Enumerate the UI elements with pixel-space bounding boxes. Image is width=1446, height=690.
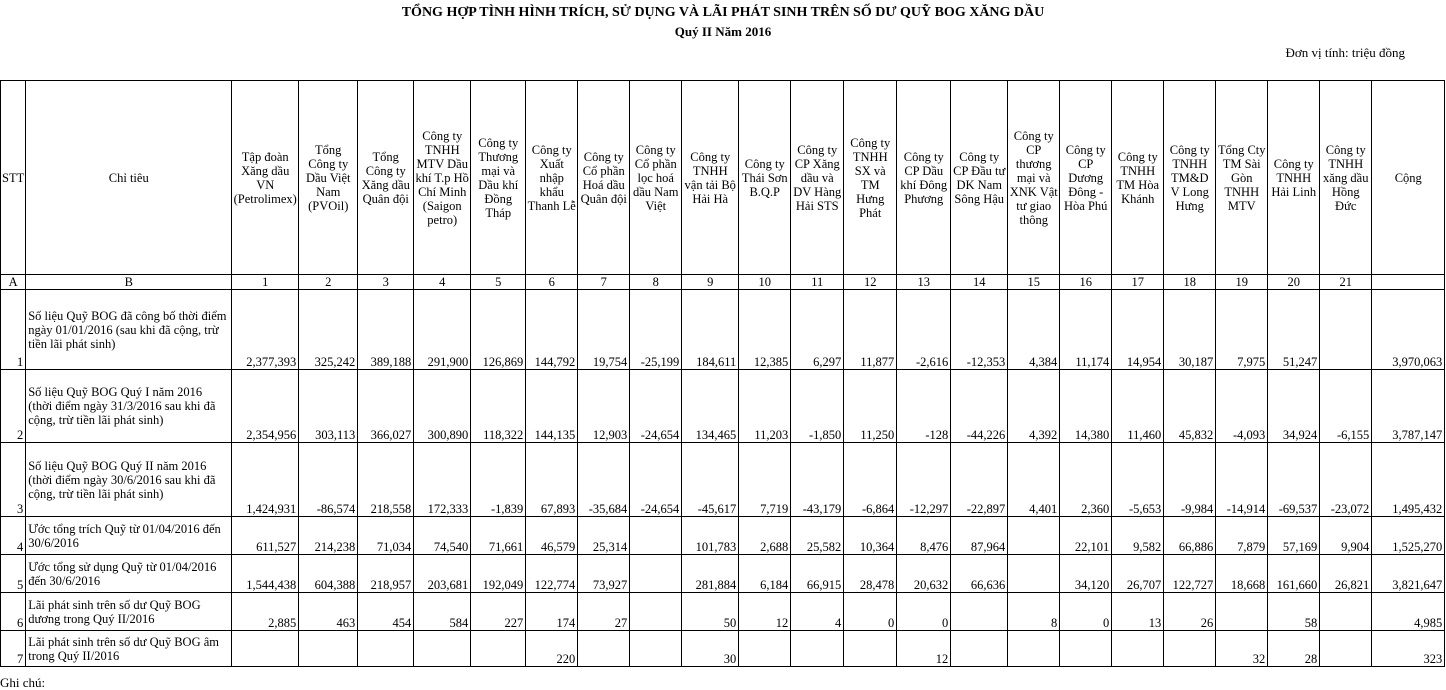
index-cell: 10: [739, 275, 791, 290]
value-cell: 184,611: [682, 290, 739, 370]
value-cell: 0: [844, 593, 897, 631]
value-cell: 18,668: [1216, 555, 1268, 593]
value-cell: 611,527: [232, 517, 299, 555]
value-cell: [630, 555, 682, 593]
header-company: Tập đoàn Xăng dầu VN (Petrolimex): [232, 81, 299, 275]
value-cell: [1008, 517, 1060, 555]
row-total-cell: 1,495,432: [1372, 443, 1445, 517]
value-cell: 11,203: [739, 370, 791, 443]
header-company: Công ty CP thương mại và XNK Vật tư giao thông: [1008, 81, 1060, 275]
header-company: Công ty CP Dầu khí Đông Phương: [897, 81, 951, 275]
value-cell: 10,364: [844, 517, 897, 555]
table-row: [1, 593, 1445, 631]
table-row: [1, 555, 1445, 593]
report-title: TỔNG HỢP TÌNH HÌNH TRÍCH, SỬ DỤNG VÀ LÃI PHÁT SINH TRÊN SỐ DƯ QUỸ BOG XĂNG DẦU: [401, 5, 1045, 20]
value-cell: [1112, 631, 1164, 667]
value-cell: 203,681: [414, 555, 471, 593]
value-cell: 218,957: [358, 555, 414, 593]
value-cell: 28,478: [844, 555, 897, 593]
index-cell: 2: [299, 275, 358, 290]
value-cell: 30: [682, 631, 739, 667]
value-cell: 12: [897, 631, 951, 667]
value-cell: 14,380: [1060, 370, 1112, 443]
row-label: Ước tổng trích Quỹ từ 01/04/2016 đến 30/6/2016: [26, 517, 232, 555]
value-cell: [791, 631, 844, 667]
value-cell: 220: [526, 631, 578, 667]
value-cell: 32: [1216, 631, 1268, 667]
value-cell: 66,636: [951, 555, 1008, 593]
value-cell: [578, 631, 630, 667]
value-cell: 144,135: [526, 370, 578, 443]
value-cell: 1,424,931: [232, 443, 299, 517]
value-cell: [951, 593, 1008, 631]
row-label: Lãi phát sinh trên số dư Quỹ BOG dương trong Quý II/2016: [26, 593, 232, 631]
value-cell: 454: [358, 593, 414, 631]
value-cell: 172,333: [414, 443, 471, 517]
value-cell: 2,354,956: [232, 370, 299, 443]
index-cell: 16: [1060, 275, 1112, 290]
value-cell: 8,476: [897, 517, 951, 555]
value-cell: 0: [897, 593, 951, 631]
bog-fund-table: [0, 80, 1445, 667]
index-cell: 5: [471, 275, 526, 290]
header-company: Công ty Xuất nhập khẩu Thanh Lễ: [526, 81, 578, 275]
header-company: Công ty Thương mại và Dầu khí Đồng Tháp: [471, 81, 526, 275]
value-cell: 2,885: [232, 593, 299, 631]
row-label: Số liệu Quỹ BOG Quý I năm 2016 (thời điểm ngày 31/3/2016 sau khi đã cộng, trừ tiền lãi phát sinh): [26, 370, 232, 443]
value-cell: [1320, 290, 1372, 370]
header-chi-tieu: Chỉ tiêu: [26, 81, 232, 275]
row-stt: 2: [1, 370, 26, 443]
value-cell: 87,964: [951, 517, 1008, 555]
header-company: Tổng Công ty Xăng dầu Quân đội: [358, 81, 414, 275]
value-cell: 7,975: [1216, 290, 1268, 370]
value-cell: 26: [1164, 593, 1216, 631]
row-total-cell: 3,821,647: [1372, 555, 1445, 593]
value-cell: 14,954: [1112, 290, 1164, 370]
value-cell: 22,101: [1060, 517, 1112, 555]
value-cell: [1320, 593, 1372, 631]
value-cell: -6,864: [844, 443, 897, 517]
value-cell: 144,792: [526, 290, 578, 370]
value-cell: 34,120: [1060, 555, 1112, 593]
value-cell: 19,754: [578, 290, 630, 370]
value-cell: -4,093: [1216, 370, 1268, 443]
table-row: [1, 517, 1445, 555]
row-label: Số liệu Quỹ BOG đã công bố thời điểm ngày 01/01/2016 (sau khi đã cộng, trừ tiền lãi phát sinh): [26, 290, 232, 370]
value-cell: 122,774: [526, 555, 578, 593]
value-cell: -12,297: [897, 443, 951, 517]
value-cell: 13: [1112, 593, 1164, 631]
value-cell: 71,034: [358, 517, 414, 555]
header-company: Công ty CP Đầu tư DK Nam Sông Hậu: [951, 81, 1008, 275]
value-cell: 161,660: [1268, 555, 1320, 593]
index-cell: 13: [897, 275, 951, 290]
value-cell: [1216, 593, 1268, 631]
header-company: Công ty TNHH vận tải Bộ Hải Hà: [682, 81, 739, 275]
value-cell: 122,727: [1164, 555, 1216, 593]
value-cell: 1,544,438: [232, 555, 299, 593]
value-cell: 2,360: [1060, 443, 1112, 517]
header-company: Công ty TNHH TM Hòa Khánh: [1112, 81, 1164, 275]
value-cell: 2,377,393: [232, 290, 299, 370]
value-cell: -1,850: [791, 370, 844, 443]
index-cell: 15: [1008, 275, 1060, 290]
value-cell: 25,582: [791, 517, 844, 555]
table-row: [1, 290, 1445, 370]
index-cell: 19: [1216, 275, 1268, 290]
value-cell: 30,187: [1164, 290, 1216, 370]
value-cell: -14,914: [1216, 443, 1268, 517]
row-total-cell: 4,985: [1372, 593, 1445, 631]
value-cell: [951, 631, 1008, 667]
value-cell: 9,582: [1112, 517, 1164, 555]
header-company: Tổng Cty TM Sài Gòn TNHH MTV: [1216, 81, 1268, 275]
value-cell: 366,027: [358, 370, 414, 443]
value-cell: 58: [1268, 593, 1320, 631]
value-cell: -43,179: [791, 443, 844, 517]
index-cell: 1: [232, 275, 299, 290]
row-label: Lãi phát sinh trên số dư Quỹ BOG âm trong Quý II/2016: [26, 631, 232, 667]
unit-label: Đơn vị tính: triệu đồng: [1285, 45, 1405, 60]
value-cell: 12: [739, 593, 791, 631]
value-cell: [630, 517, 682, 555]
value-cell: 66,915: [791, 555, 844, 593]
value-cell: 8: [1008, 593, 1060, 631]
value-cell: 51,247: [1268, 290, 1320, 370]
index-cell: 12: [844, 275, 897, 290]
value-cell: [1164, 631, 1216, 667]
value-cell: [471, 631, 526, 667]
row-stt: 1: [1, 290, 26, 370]
value-cell: [630, 631, 682, 667]
header-row: [1, 81, 1445, 275]
value-cell: 174: [526, 593, 578, 631]
value-cell: 71,661: [471, 517, 526, 555]
header-company: Công ty Thái Sơn B.Q.P: [739, 81, 791, 275]
value-cell: [1008, 631, 1060, 667]
value-cell: 101,783: [682, 517, 739, 555]
row-stt: 3: [1, 443, 26, 517]
index-cell: [1372, 275, 1445, 290]
header-company: Tổng Công ty Dầu Việt Nam (PVOil): [299, 81, 358, 275]
value-cell: 281,884: [682, 555, 739, 593]
value-cell: [358, 631, 414, 667]
value-cell: [1060, 631, 1112, 667]
value-cell: -44,226: [951, 370, 1008, 443]
value-cell: 25,314: [578, 517, 630, 555]
value-cell: 73,927: [578, 555, 630, 593]
header-company: Công ty Cổ phần lọc hoá dầu Nam Việt: [630, 81, 682, 275]
header-company: Công ty CP Dương Đông - Hòa Phú: [1060, 81, 1112, 275]
value-cell: 34,924: [1268, 370, 1320, 443]
header-company: Công ty TNHH xăng dầu Hồng Đức: [1320, 81, 1372, 275]
index-cell: 14: [951, 275, 1008, 290]
value-cell: [630, 593, 682, 631]
value-cell: 6,184: [739, 555, 791, 593]
value-cell: 192,049: [471, 555, 526, 593]
report-subtitle: Quý II Năm 2016: [674, 24, 772, 39]
index-cell: A: [1, 275, 26, 290]
value-cell: 300,890: [414, 370, 471, 443]
index-cell: 20: [1268, 275, 1320, 290]
header-company: Công ty TNHH MTV Dầu khí T.p Hồ Chí Minh (Saigon petro): [414, 81, 471, 275]
index-cell: B: [26, 275, 232, 290]
value-cell: 74,540: [414, 517, 471, 555]
value-cell: [299, 631, 358, 667]
value-cell: 463: [299, 593, 358, 631]
value-cell: 325,242: [299, 290, 358, 370]
table-row: [1, 370, 1445, 443]
value-cell: [1320, 631, 1372, 667]
value-cell: 12,385: [739, 290, 791, 370]
value-cell: 389,188: [358, 290, 414, 370]
value-cell: 4: [791, 593, 844, 631]
value-cell: 291,900: [414, 290, 471, 370]
value-cell: 11,250: [844, 370, 897, 443]
value-cell: 7,719: [739, 443, 791, 517]
row-stt: 5: [1, 555, 26, 593]
value-cell: 6,297: [791, 290, 844, 370]
row-label: Số liệu Quỹ BOG Quý II năm 2016 (thời điểm ngày 30/6/2016 sau khi đã cộng, trừ tiền lãi phát sinh): [26, 443, 232, 517]
index-cell: 8: [630, 275, 682, 290]
value-cell: -5,653: [1112, 443, 1164, 517]
value-cell: 11,460: [1112, 370, 1164, 443]
value-cell: -6,155: [1320, 370, 1372, 443]
value-cell: -45,617: [682, 443, 739, 517]
value-cell: -2,616: [897, 290, 951, 370]
value-cell: -128: [897, 370, 951, 443]
value-cell: 604,388: [299, 555, 358, 593]
value-cell: 9,904: [1320, 517, 1372, 555]
value-cell: 66,886: [1164, 517, 1216, 555]
value-cell: -35,684: [578, 443, 630, 517]
row-label: Ước tổng sử dụng Quỹ từ 01/04/2016 đến 30/6/2016: [26, 555, 232, 593]
value-cell: 45,832: [1164, 370, 1216, 443]
value-cell: 126,869: [471, 290, 526, 370]
header-total: Cộng: [1372, 81, 1445, 275]
value-cell: 218,558: [358, 443, 414, 517]
index-cell: 4: [414, 275, 471, 290]
value-cell: 118,322: [471, 370, 526, 443]
value-cell: 4,401: [1008, 443, 1060, 517]
value-cell: -1,839: [471, 443, 526, 517]
value-cell: 7,879: [1216, 517, 1268, 555]
value-cell: 67,893: [526, 443, 578, 517]
value-cell: 214,238: [299, 517, 358, 555]
value-cell: -23,072: [1320, 443, 1372, 517]
value-cell: -69,537: [1268, 443, 1320, 517]
value-cell: -25,199: [630, 290, 682, 370]
value-cell: 57,169: [1268, 517, 1320, 555]
header-company: Công ty TNHH TM&D V Long Hưng: [1164, 81, 1216, 275]
index-cell: 3: [358, 275, 414, 290]
row-total-cell: 1,525,270: [1372, 517, 1445, 555]
value-cell: -22,897: [951, 443, 1008, 517]
row-stt: 7: [1, 631, 26, 667]
value-cell: [1008, 555, 1060, 593]
header-company: Công ty CP Xăng dầu và DV Hàng Hải STS: [791, 81, 844, 275]
header-stt: STT: [1, 81, 26, 275]
header-company: Công ty TNHH SX và TM Hưng Phát: [844, 81, 897, 275]
row-total-cell: 3,787,147: [1372, 370, 1445, 443]
value-cell: 303,113: [299, 370, 358, 443]
value-cell: -24,654: [630, 443, 682, 517]
index-cell: 17: [1112, 275, 1164, 290]
value-cell: 4,392: [1008, 370, 1060, 443]
value-cell: 46,579: [526, 517, 578, 555]
header-company: Công ty Cổ phần Hoá dầu Quân đội: [578, 81, 630, 275]
value-cell: [232, 631, 299, 667]
index-cell: 21: [1320, 275, 1372, 290]
table-row: [1, 631, 1445, 667]
value-cell: 50: [682, 593, 739, 631]
index-cell: 6: [526, 275, 578, 290]
index-cell: 18: [1164, 275, 1216, 290]
value-cell: [739, 631, 791, 667]
value-cell: [844, 631, 897, 667]
row-total-cell: 323: [1372, 631, 1445, 667]
value-cell: 11,174: [1060, 290, 1112, 370]
index-cell: 7: [578, 275, 630, 290]
value-cell: -24,654: [630, 370, 682, 443]
value-cell: 0: [1060, 593, 1112, 631]
row-total-cell: 3,970,063: [1372, 290, 1445, 370]
value-cell: 2,688: [739, 517, 791, 555]
value-cell: 26,821: [1320, 555, 1372, 593]
note-label: Ghi chú:: [0, 675, 46, 690]
index-cell: 11: [791, 275, 844, 290]
value-cell: 584: [414, 593, 471, 631]
index-row: [1, 275, 1445, 290]
value-cell: -9,984: [1164, 443, 1216, 517]
value-cell: 26,707: [1112, 555, 1164, 593]
value-cell: -86,574: [299, 443, 358, 517]
row-stt: 6: [1, 593, 26, 631]
value-cell: 4,384: [1008, 290, 1060, 370]
value-cell: 27: [578, 593, 630, 631]
index-cell: 9: [682, 275, 739, 290]
value-cell: [414, 631, 471, 667]
value-cell: 28: [1268, 631, 1320, 667]
value-cell: 134,465: [682, 370, 739, 443]
header-company: Công ty TNHH Hải Linh: [1268, 81, 1320, 275]
value-cell: 227: [471, 593, 526, 631]
value-cell: -12,353: [951, 290, 1008, 370]
row-stt: 4: [1, 517, 26, 555]
value-cell: 20,632: [897, 555, 951, 593]
table-row: [1, 443, 1445, 517]
value-cell: 11,877: [844, 290, 897, 370]
value-cell: 12,903: [578, 370, 630, 443]
